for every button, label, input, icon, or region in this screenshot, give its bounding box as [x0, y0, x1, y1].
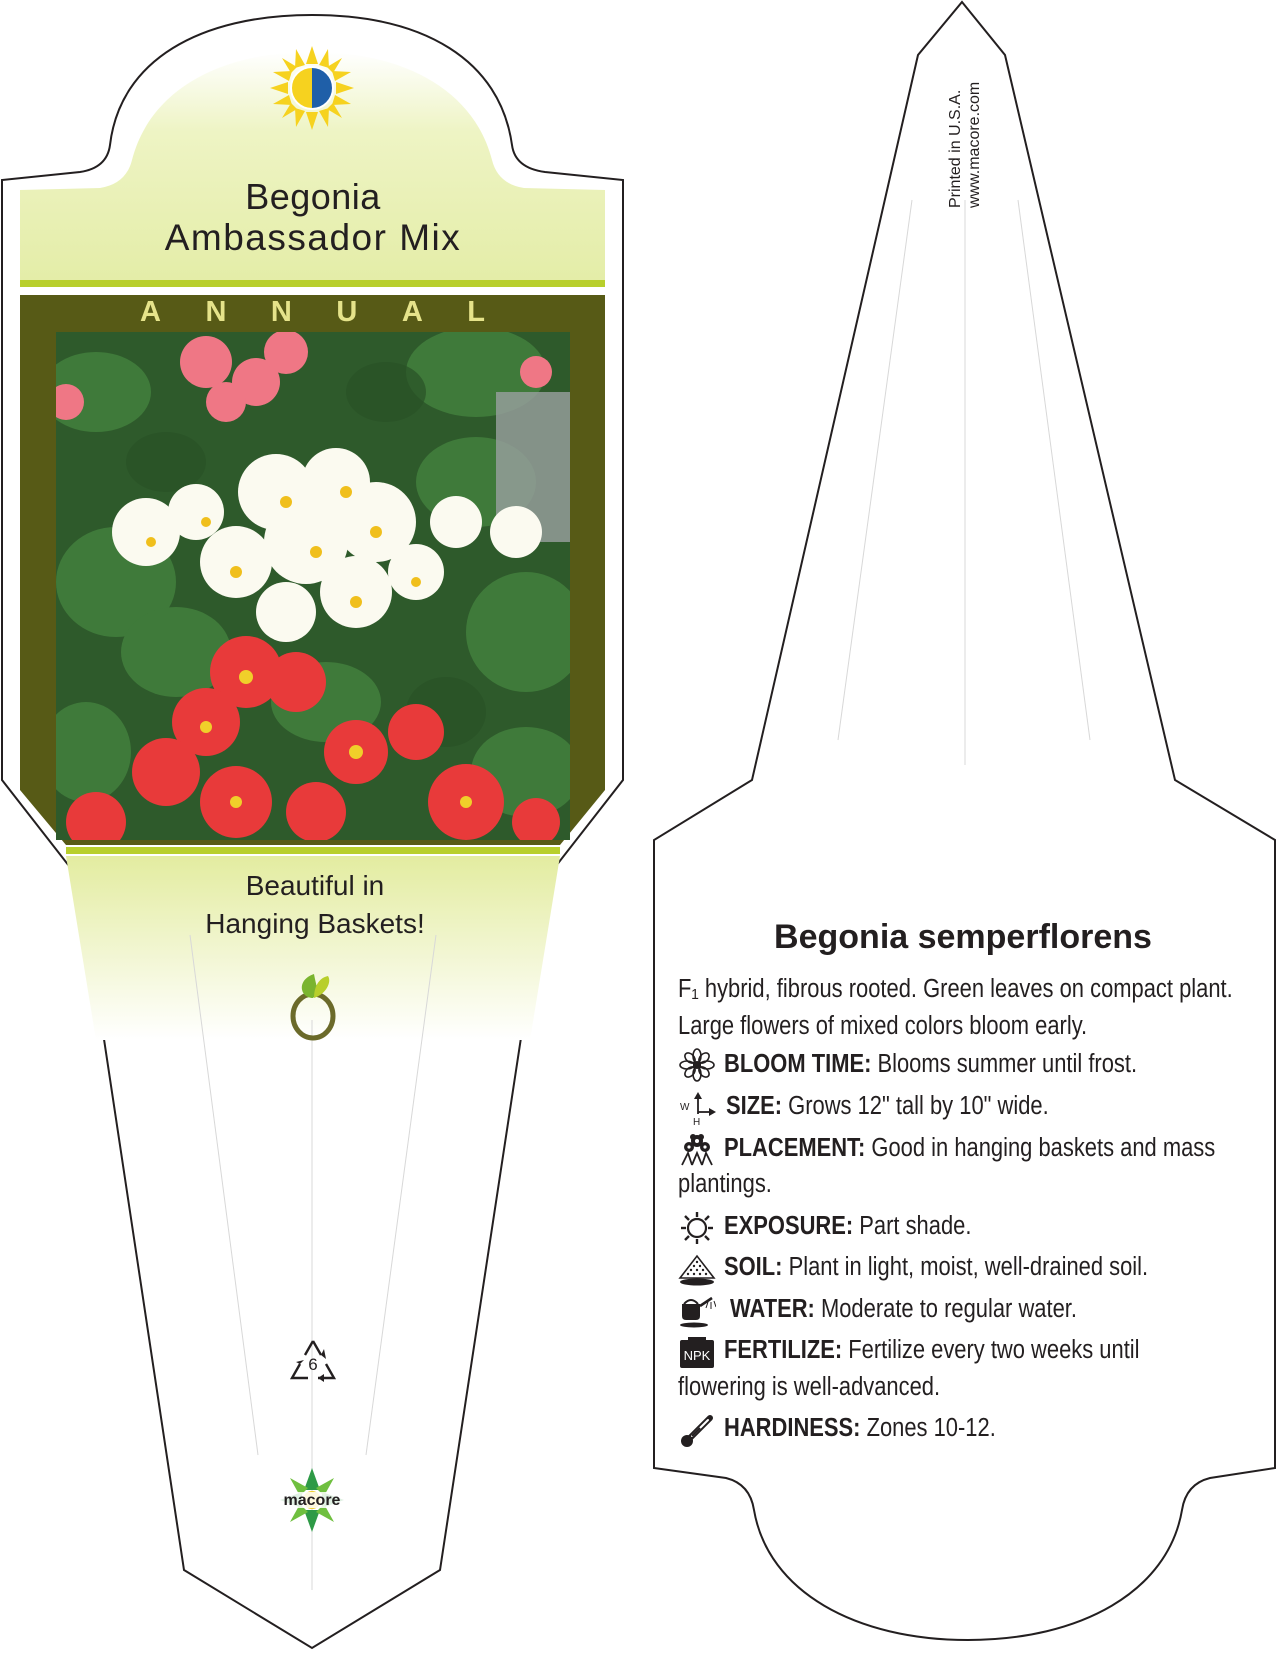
- website: www.macore.com: [966, 81, 983, 208]
- size-h-label: H: [693, 1117, 701, 1126]
- fertilize-value: Fertilize every two weeks until: [842, 1336, 1140, 1364]
- soil-label: SOIL:: [724, 1253, 783, 1281]
- sun-partial-icon: [268, 44, 356, 132]
- category-letter: U: [336, 296, 358, 328]
- plant-genus-title: Begonia: [245, 176, 381, 217]
- macore-logo: [272, 1465, 352, 1535]
- soil-row: [724, 1253, 1148, 1282]
- printed-in-usa: [946, 82, 984, 208]
- hardiness-label: HARDINESS:: [724, 1414, 861, 1442]
- bloom-time-value: Blooms summer until frost.: [871, 1050, 1138, 1078]
- description-line: Large flowers of mixed colors bloom early.: [678, 1012, 1088, 1040]
- exposure-label: EXPOSURE:: [724, 1212, 854, 1240]
- hardiness-row: [724, 1414, 996, 1443]
- sprout-icon: [286, 968, 340, 1042]
- placement-row: [724, 1134, 1215, 1163]
- printed-line: Printed in U.S.A.: [947, 89, 964, 208]
- flower-icon: [678, 1048, 716, 1082]
- water-row: [730, 1295, 1077, 1324]
- category-letter: N: [205, 296, 227, 328]
- npk-icon: [678, 1336, 716, 1370]
- placement-flowers-icon: [678, 1133, 716, 1167]
- soil-value: Plant in light, moist, well-drained soil.: [782, 1253, 1149, 1281]
- placement-label: PLACEMENT:: [724, 1134, 866, 1162]
- plant-photo: [56, 332, 570, 840]
- soil-icon: [678, 1252, 716, 1286]
- hardiness-value: Zones 10-12.: [860, 1414, 996, 1442]
- category-letter: A: [140, 296, 161, 328]
- water-value: Moderate to regular water.: [814, 1295, 1077, 1323]
- size-label: SIZE:: [726, 1092, 783, 1120]
- description-line: F₁ hybrid, fibrous rooted. Green leaves on compact plant.: [678, 975, 1233, 1003]
- thermometer-icon: [678, 1414, 716, 1448]
- brand-name: macore: [283, 1492, 341, 1509]
- sun-outline-icon: [678, 1211, 716, 1245]
- size-arrows-icon: [678, 1092, 716, 1126]
- front-header-rule: [20, 280, 605, 287]
- front-footer-rule: [66, 847, 560, 854]
- size-w-label: W: [680, 1102, 690, 1113]
- latin-name: Begonia semperflorens: [774, 918, 1152, 956]
- category-letter: L: [467, 296, 485, 328]
- fertilize-row: [724, 1336, 1140, 1365]
- fertilize-value-cont: flowering is well-advanced.: [678, 1373, 941, 1401]
- water-label: WATER:: [730, 1295, 815, 1323]
- fertilize-label: FERTILIZE:: [724, 1336, 843, 1364]
- bloom-time-row: [724, 1050, 1137, 1079]
- recycle-icon: [288, 1338, 338, 1384]
- exposure-value: Part shade.: [853, 1212, 972, 1240]
- placement-value-cont: plantings.: [678, 1170, 772, 1198]
- category-label: [140, 296, 485, 329]
- placement-value: Good in hanging baskets and mass: [865, 1134, 1216, 1162]
- exposure-row: [724, 1212, 971, 1241]
- size-value: Grows 12" tall by 10" wide.: [782, 1092, 1049, 1120]
- tagline-line-1: Beautiful in: [245, 870, 385, 901]
- recycle-code: 6: [308, 1355, 318, 1374]
- size-row: [726, 1092, 1049, 1121]
- category-letter: A: [401, 296, 423, 328]
- tagline-line-2: Hanging Baskets!: [205, 908, 425, 939]
- watering-can-icon: [678, 1294, 716, 1328]
- category-letter: N: [270, 296, 292, 328]
- npk-badge-text: NPK: [683, 1348, 711, 1363]
- plant-variety-title: Ambassador Mix: [164, 217, 462, 258]
- bloom-time-label: BLOOM TIME:: [724, 1050, 872, 1078]
